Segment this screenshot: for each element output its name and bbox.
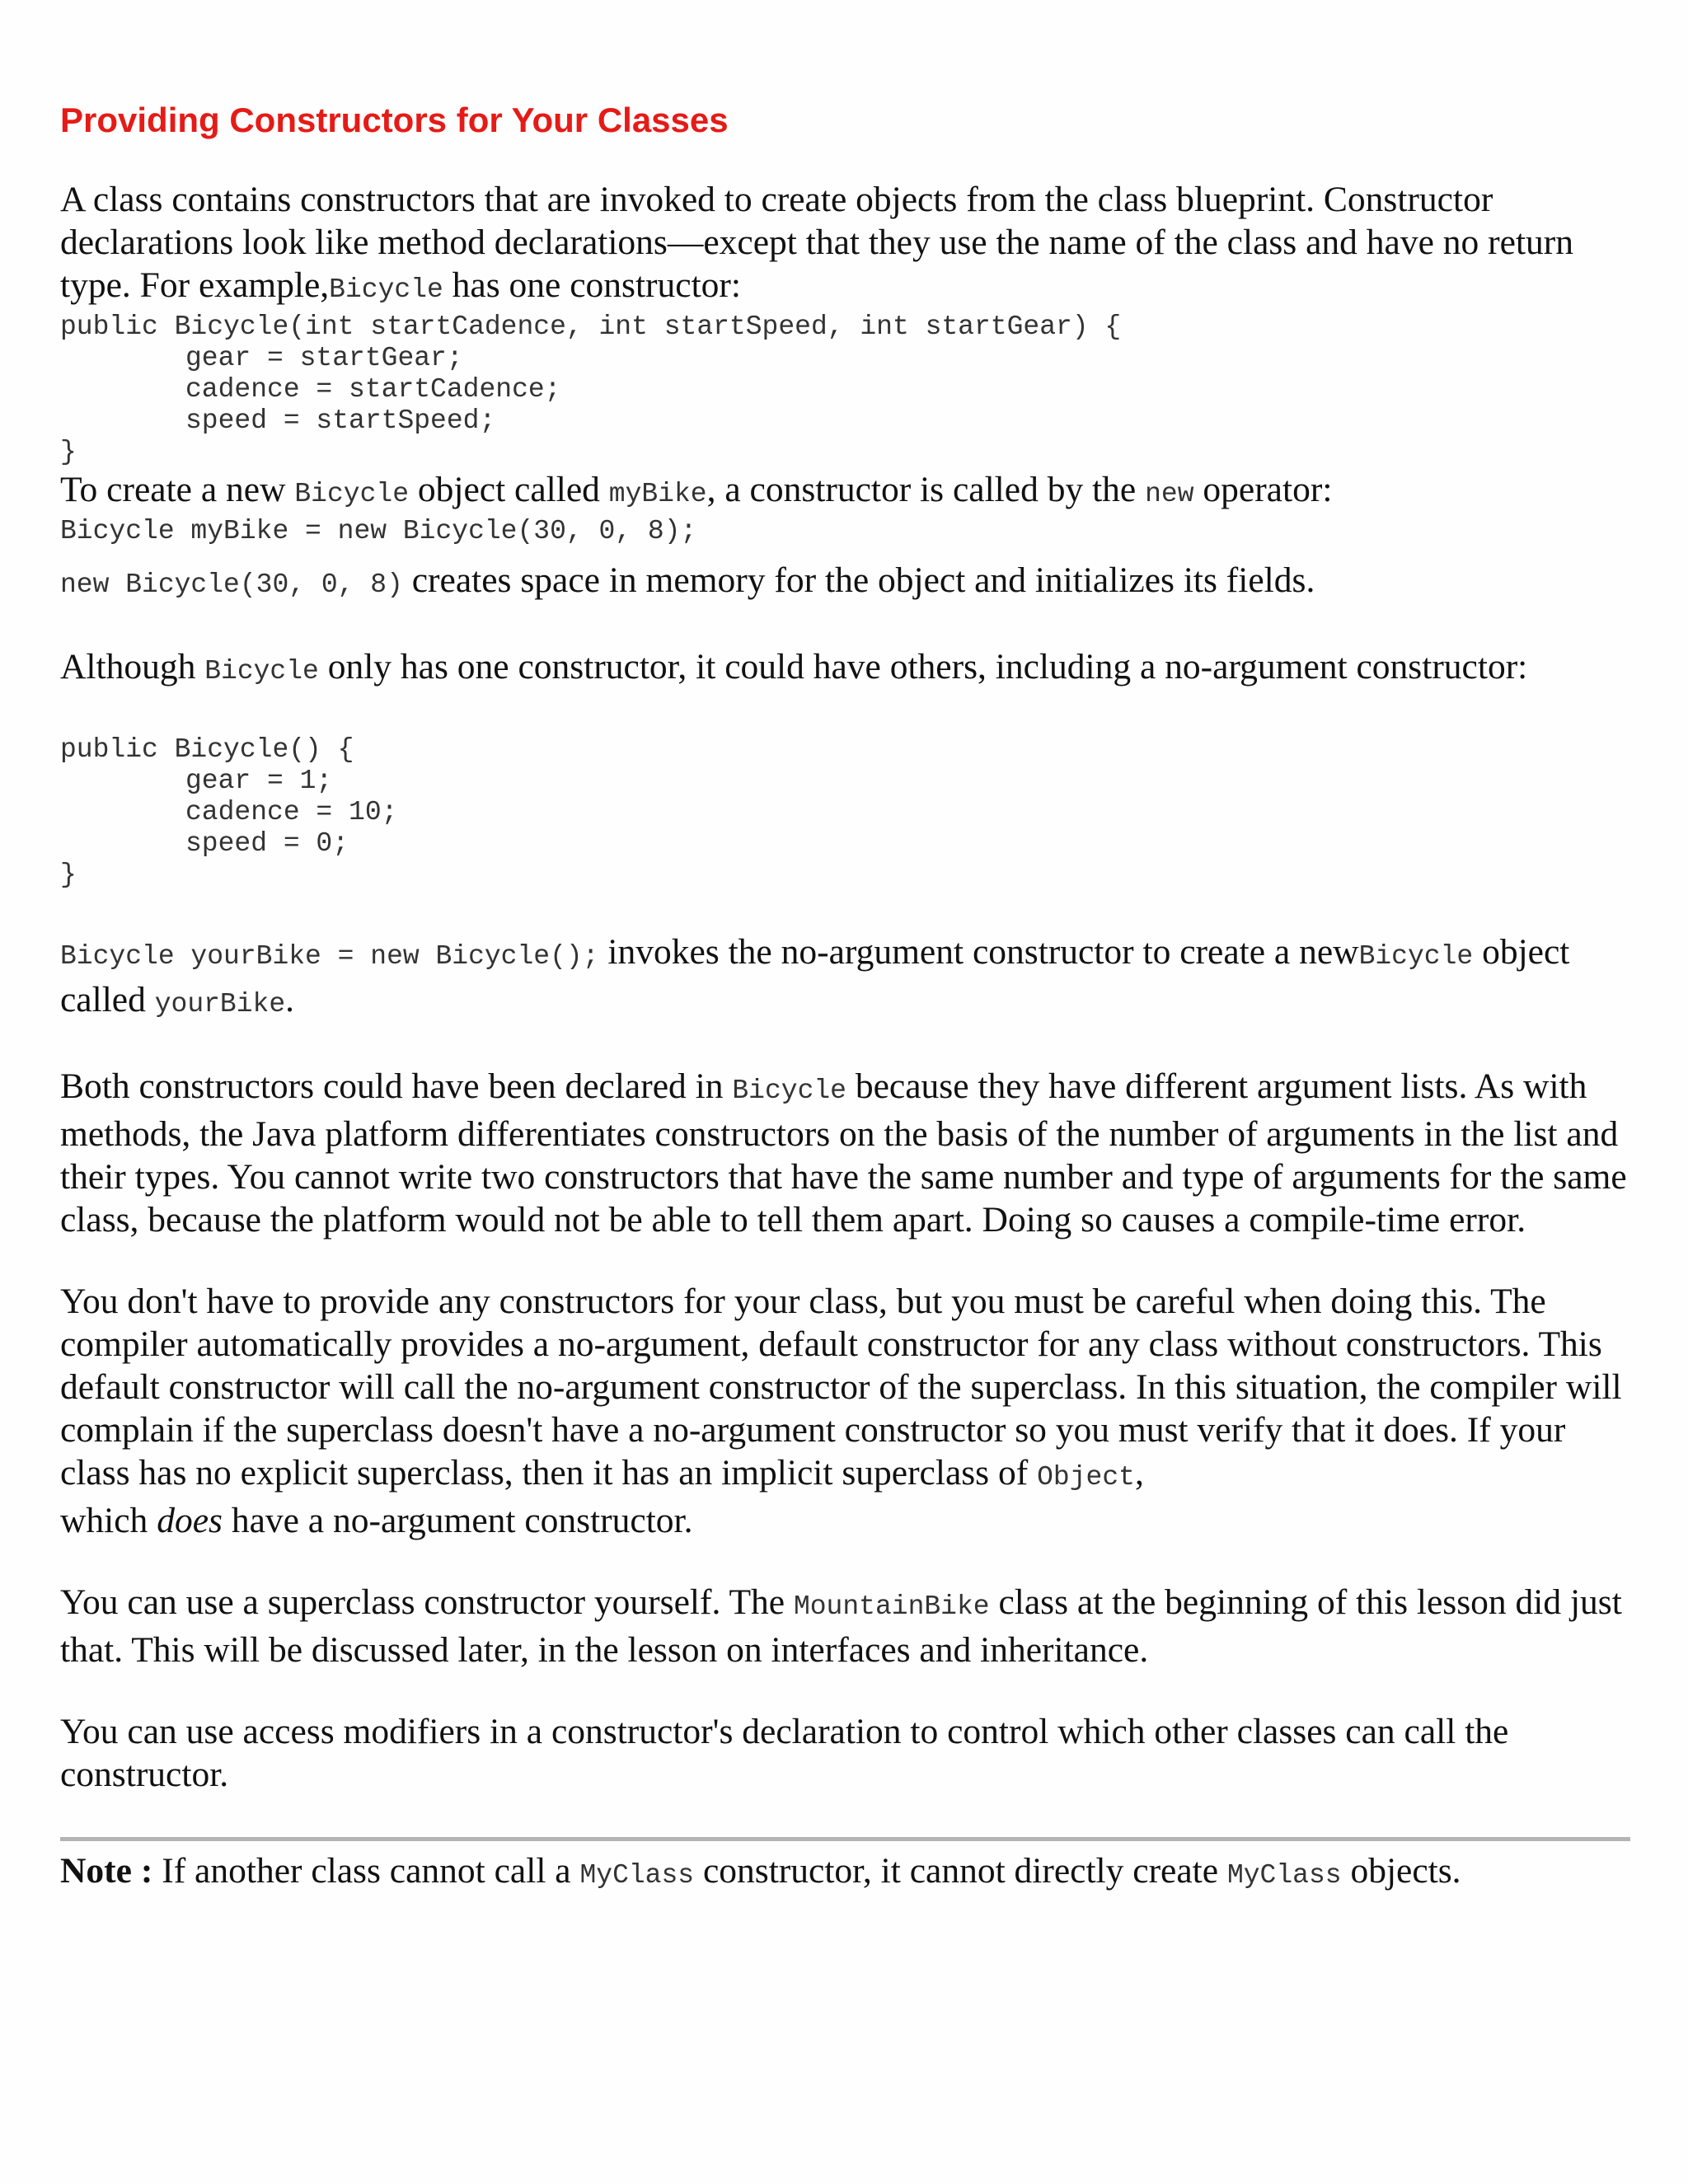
code3-line-5: }	[60, 860, 77, 890]
both-text-1: Both constructors could have been declared in	[60, 1066, 733, 1106]
intro-paragraph	[60, 178, 1630, 312]
creates-space-text: creates space in memory for the object and initializes its fields.	[402, 560, 1315, 600]
creates-space-paragraph	[60, 559, 1630, 607]
note-divider	[60, 1837, 1630, 1841]
code1-line-5: }	[60, 437, 77, 467]
invokes-code-bicycle: Bicycle	[1358, 941, 1474, 972]
invokes-text-2: object called	[60, 932, 1570, 1019]
dont-have-text-4: have a no-argument constructor.	[222, 1501, 693, 1540]
although-text-2: only has one constructor, it could have others, including a no-argument constructor:	[318, 647, 1528, 687]
note-label: Note :	[60, 1851, 153, 1891]
superclass-text-1: You can use a superclass constructor yourself. The	[60, 1582, 794, 1622]
note-paragraph	[60, 1849, 1630, 1897]
dont-have-text-3: which	[60, 1501, 157, 1540]
creates-space-code: new Bicycle(30, 0, 8)	[60, 569, 403, 600]
dont-have-text-1: You don't have to provide any constructors for your class, but you must be careful when doing this. The compiler automatically provides a no-argument, default constructor for any class without constructors. This default constructor will call the no-argument constructor of the superclass. In this situation, the compiler will complain if the superclass doesn't have a no-argument constructor so you must verify that it does. If your class has no explicit superclass, then it has an implicit superclass of	[60, 1282, 1622, 1493]
no-arg-constructor-code-block	[60, 734, 1630, 891]
invokes-code-statement: Bicycle yourBike = new Bicycle();	[60, 941, 599, 972]
create-new-text-1: To create a new	[60, 470, 295, 509]
both-text-2: because they have different argument lists. As with methods, the Java platform differentiates constructors on the basis of the number of arguments in the list and their types. You cannot write two constructors that have the same number and type of arguments for the same class, because the platform would not be able to tell them apart. Doing so causes a compile-time error.	[60, 1066, 1627, 1240]
note-code-myclass-2: MyClass	[1226, 1860, 1342, 1891]
code3-line-3: cadence = 10;	[185, 797, 398, 827]
intro-text-2: has one constructor:	[443, 265, 741, 305]
create-new-paragraph	[60, 468, 1630, 516]
although-paragraph	[60, 645, 1630, 693]
default-constructor-paragraph	[60, 1280, 1630, 1542]
superclass-text-2: class at the beginning of this lesson did just that. This will be discussed later, in the lesson on interfaces and inheritance.	[60, 1582, 1622, 1670]
invokes-text-1: invokes the no-argument constructor to create a new	[598, 932, 1359, 972]
although-code-bicycle: Bicycle	[204, 656, 319, 687]
superclass-paragraph	[60, 1581, 1630, 1671]
intro-text-1: A class contains constructors that are invoked to create objects from the class blueprint. Constructor declarations look like method declarations—except that they use the name of the class and have no return type. For example,	[60, 180, 1574, 305]
note-text-1: If another class cannot call a	[152, 1851, 580, 1891]
create-new-code-new: new	[1145, 479, 1194, 509]
superclass-code-mountainbike: MountainBike	[793, 1591, 990, 1622]
create-new-text-3: , a constructor is called by the	[706, 470, 1146, 509]
code1-line-2: gear = startGear;	[185, 343, 463, 373]
create-new-text-2: object called	[409, 470, 609, 509]
invokes-code-yourbike: yourBike	[154, 989, 286, 1019]
dont-have-emphasis: does	[157, 1501, 223, 1540]
code1-line-1: public Bicycle(int startCadence, int startSpeed, int startGear) {	[60, 312, 1122, 342]
access-modifiers-paragraph: You can use access modifiers in a constructor's declaration to control which other classes can call the constructor.	[60, 1712, 1509, 1794]
invokes-text-3: .	[285, 980, 295, 1019]
create-new-text-4: operator:	[1193, 470, 1333, 509]
code1-line-3: cadence = startCadence;	[185, 374, 561, 405]
code3-line-4: speed = 0;	[185, 828, 349, 859]
note-text-3: objects.	[1341, 1851, 1461, 1891]
constructor-code-block	[60, 312, 1630, 468]
dont-have-text-2: ,	[1134, 1453, 1144, 1493]
although-text-1: Although	[60, 647, 205, 687]
create-new-code-mybike: myBike	[608, 479, 707, 509]
intro-code-bicycle: Bicycle	[329, 274, 443, 305]
code3-line-1: public Bicycle() {	[60, 734, 354, 765]
code1-line-4: speed = startSpeed;	[185, 405, 496, 436]
note-code-myclass-1: MyClass	[579, 1860, 695, 1891]
create-new-code-bicycle: Bicycle	[294, 479, 409, 509]
code3-line-2: gear = 1;	[185, 766, 333, 796]
both-constructors-paragraph	[60, 1065, 1630, 1241]
dont-have-code-object: Object	[1037, 1462, 1135, 1493]
document-page	[60, 97, 1630, 1897]
page-title: Providing Constructors for Your Classes	[60, 101, 729, 139]
invokes-paragraph	[60, 930, 1630, 1026]
both-code-bicycle: Bicycle	[732, 1076, 846, 1106]
note-text-2: constructor, it cannot directly create	[694, 1851, 1227, 1891]
mybike-code-line: Bicycle myBike = new Bicycle(30, 0, 8);	[60, 516, 697, 546]
